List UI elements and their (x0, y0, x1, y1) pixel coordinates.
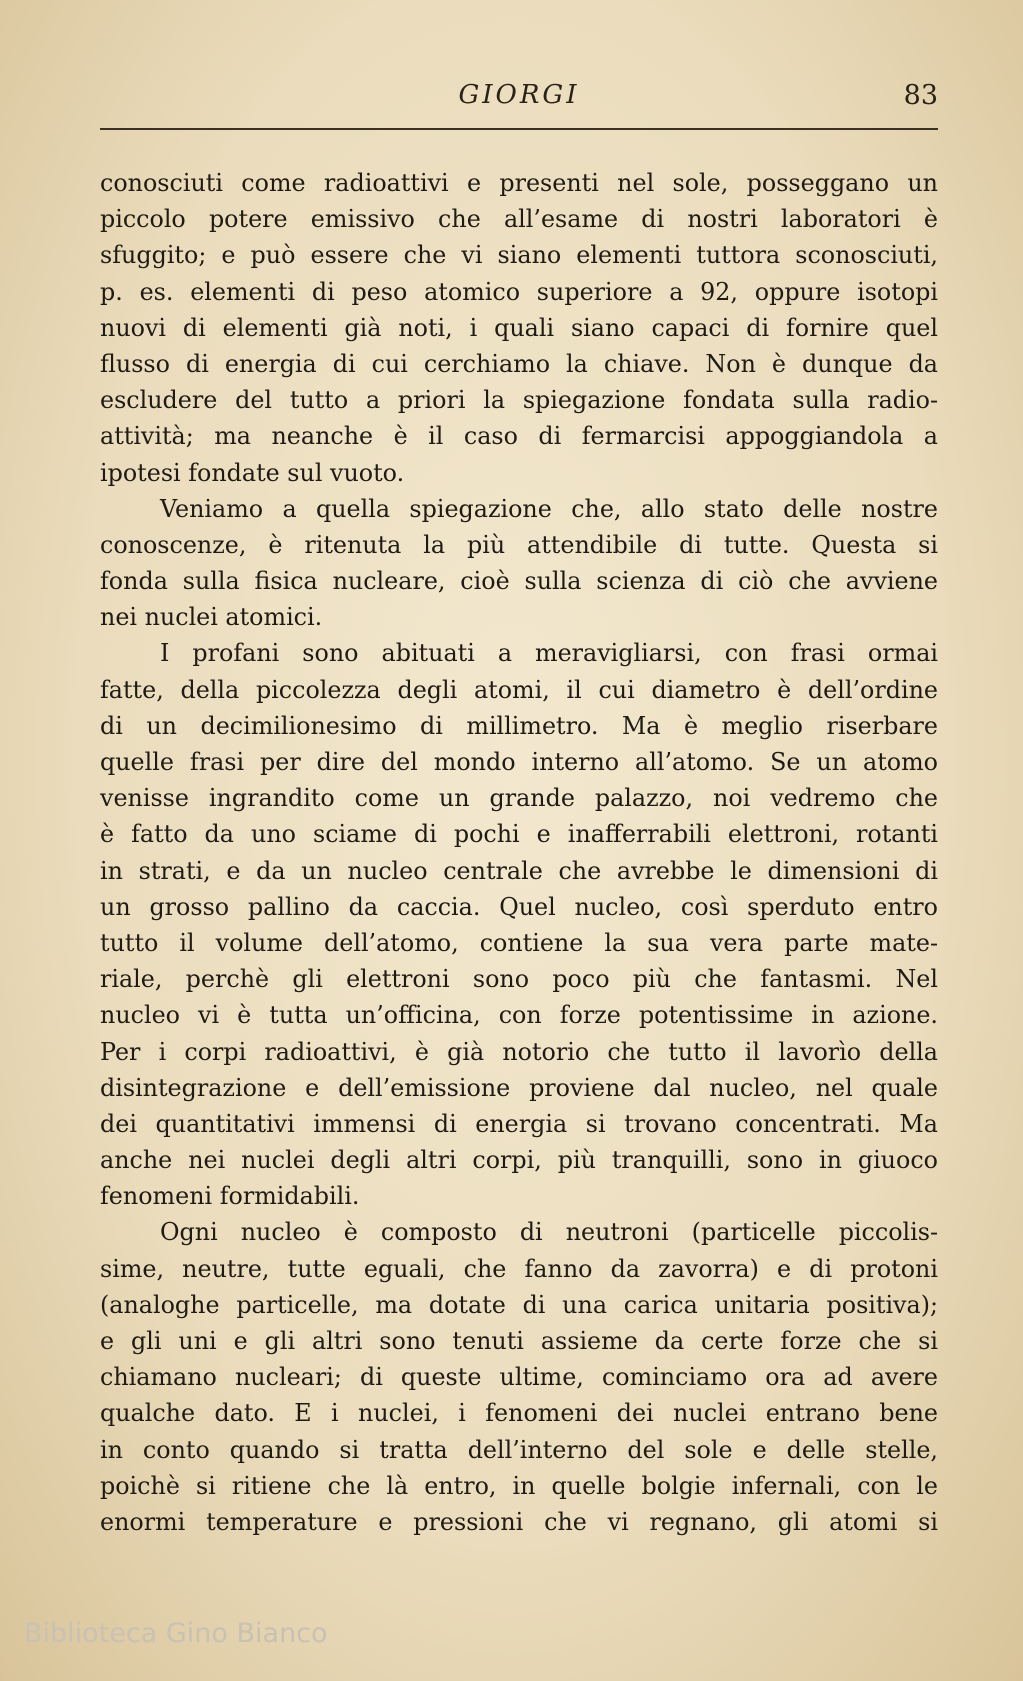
text-line: dei quantitativi immensi di energia si trovano concentrati. Ma (100, 1109, 938, 1138)
text-line: anche nei nuclei degli altri corpi, più tranquilli, sono in giuoco (100, 1146, 938, 1175)
text-line: è fatto da uno sciame di pochi e inafferrabili elettroni, rotanti (100, 820, 938, 849)
text-line: nuovi di elementi già noti, i quali siano capaci di fornire quel (100, 313, 938, 342)
text-line: tutto il volume dell’atomo, contiene la sua vera parte mate- (100, 928, 938, 957)
text-line: nei nuclei atomici. (100, 603, 323, 632)
text-line: flusso di energia di cui cerchiamo la chiave. Non è dunque da (100, 349, 938, 378)
text-line: fatte, della piccolezza degli atomi, il cui diametro è dell’ordine (100, 675, 938, 704)
text-line: (analoghe particelle, ma dotate di una carica unitaria positiva); (100, 1290, 938, 1319)
text-line: disintegrazione e dell’emissione proviene dal nucleo, nel quale (100, 1073, 938, 1102)
text-line: quelle frasi per dire del mondo interno all’atomo. Se un atomo (100, 748, 938, 776)
text-line: ipotesi fondate sul vuoto. (100, 458, 405, 487)
text-line: Per i corpi radioattivi, è già notorio che tutto il lavorìo della (100, 1037, 938, 1066)
text-line: in strati, e da un nucleo centrale che avrebbe le dimensioni di (100, 856, 938, 885)
header-rule (100, 128, 938, 130)
running-head (100, 76, 938, 116)
text-line: p. es. elementi di peso atomico superiore a 92, oppure isotopi (100, 277, 938, 306)
text-line: piccolo potere emissivo che all’esame di nostri laboratori è (100, 205, 938, 234)
text-line: in conto quando si tratta dell’interno del sole e delle stelle, (100, 1435, 938, 1464)
text-line: e gli uni e gli altri sono tenuti assieme da certe forze che si (100, 1327, 938, 1355)
text-line: sime, neutre, tutte eguali, che fanno da zavorra) e di protoni (100, 1254, 938, 1283)
text-line: I profani sono abituati a meravigliarsi, con frasi ormai (160, 639, 938, 668)
text-line: sfuggito; e può essere che vi siano elementi tuttora sconosciuti, (100, 241, 938, 270)
text-line: nucleo vi è tutta un’officina, con forze potentissime in azione. (100, 1001, 938, 1030)
text-line: fenomeni formidabili. (100, 1182, 360, 1211)
text-line: di un decimilionesimo di millimetro. Ma è meglio riserbare (100, 711, 938, 740)
text-line: poichè si ritiene che là entro, in quelle bolgie infernali, con le (100, 1471, 938, 1500)
text-line: attività; ma neanche è il caso di fermarcisi appoggiandola a (100, 422, 938, 451)
text-line: qualche dato. E i nuclei, i fenomeni dei nuclei entrano bene (100, 1399, 938, 1428)
text-line: conoscenze, è ritenuta la più attendibile di tutte. Questa si (100, 530, 938, 559)
text-line: Ogni nucleo è composto di neutroni (particelle piccolis- (160, 1218, 938, 1247)
text-line: escludere del tutto a priori la spiegazione fondata sulla radio- (100, 386, 938, 415)
text-line: conosciuti come radioattivi e presenti nel sole, posseggano un (100, 169, 938, 197)
page-number: 83 (903, 80, 938, 111)
library-watermark: Biblioteca Gino Bianco (24, 1618, 328, 1649)
body-text (100, 165, 938, 1540)
text-line: riale, perchè gli elettroni sono poco più che fantasmi. Nel (100, 965, 938, 994)
running-head-title: GIORGI (458, 80, 580, 110)
text-line: chiamano nucleari; di queste ultime, cominciamo ora ad avere (100, 1363, 938, 1392)
text-line: un grosso pallino da caccia. Quel nucleo, così sperduto entro (100, 892, 938, 921)
text-line: fonda sulla fisica nucleare, cioè sulla scienza di ciò che avviene (100, 567, 938, 596)
text-line: venisse ingrandito come un grande palazzo, noi vedremo che (100, 784, 938, 813)
text-line: enormi temperature e pressioni che vi regnano, gli atomi si (100, 1507, 938, 1536)
text-line: Veniamo a quella spiegazione che, allo stato delle nostre (160, 494, 938, 523)
